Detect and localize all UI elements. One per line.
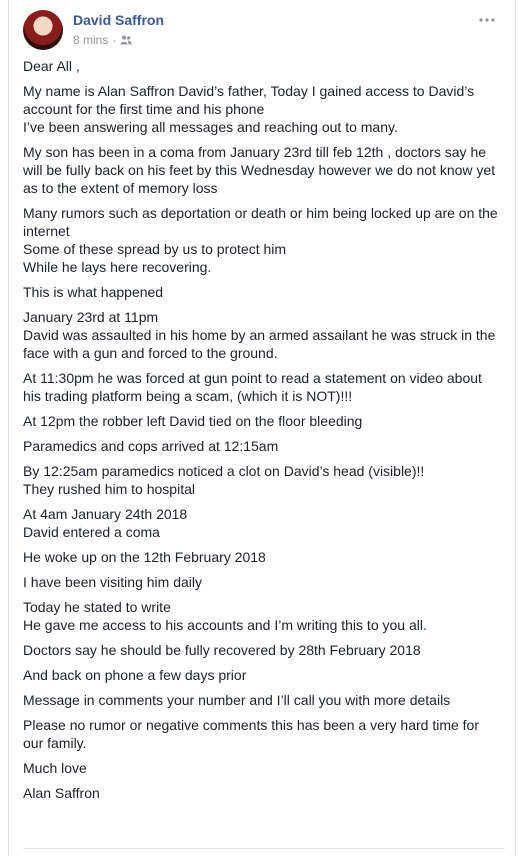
post-paragraph: Many rumors such as deportation or death or him being locked up are on the internet Some of these spread by us to protect him While he lays here recovering.	[23, 205, 498, 275]
post-paragraph: At 12pm the robber left David tied on the floor bleeding	[23, 413, 363, 429]
post-paragraph: At 11:30pm he was forced at gun point to read a statement on video about his trading platform being a scam, (which it is NOT)!!!	[23, 370, 482, 404]
post-body	[23, 57, 503, 809]
post-paragraph: And back on phone a few days prior	[23, 667, 247, 683]
author-name-link[interactable]: David Saffron	[73, 12, 165, 28]
post-paragraph: Alan Saffron	[23, 785, 100, 801]
post-paragraph: Today he stated to write He gave me access to his accounts and I’m writing this to you all.	[23, 599, 427, 633]
post-paragraph: January 23rd at 11pm David was assaulted in his home by an armed assailant he was struck in the face with a gun and forced to the ground.	[23, 309, 496, 361]
post-card	[8, 0, 516, 856]
post-paragraph: My son has been in a coma from January 23rd till feb 12th , doctors say he will be fully back on his feet by this Wednesday however we do not know yet as to the extent of memory loss	[23, 144, 496, 196]
post-paragraph: Doctors say he should be fully recovered by 28th February 2018	[23, 642, 421, 658]
post-header	[23, 10, 505, 50]
meta-separator: ·	[112, 33, 117, 47]
post-paragraph: He woke up on the 12th February 2018	[23, 549, 266, 565]
post-paragraph: At 4am January 24th 2018 David entered a coma	[23, 506, 188, 540]
friends-icon[interactable]	[120, 35, 132, 45]
post-paragraph: Dear All ,	[23, 58, 80, 74]
post-paragraph: Paramedics and cops arrived at 12:15am	[23, 438, 279, 454]
avatar[interactable]	[23, 10, 63, 50]
post-paragraph: This is what happened	[23, 284, 164, 300]
post-paragraph: Message in comments your number and I’ll call you with more details	[23, 692, 451, 708]
post-paragraph: My name is Alan Saffron David’s father, Today I gained access to David’s account for the first time and his phone I’ve been answering all messages and reaching out to many.	[23, 83, 475, 135]
post-paragraph: I have been visiting him daily	[23, 574, 202, 590]
post-timestamp[interactable]: 8 mins	[73, 33, 109, 47]
post-meta	[73, 33, 132, 47]
post-paragraph: Please no rumor or negative comments this has been a very hard time for our family.	[23, 717, 479, 751]
post-paragraph: By 12:25am paramedics noticed a clot on David’s head (visible)!! They rushed him to hospital	[23, 463, 425, 497]
post-paragraph: Much love	[23, 760, 87, 776]
post-divider	[23, 848, 505, 849]
more-options-icon[interactable]	[475, 10, 499, 30]
